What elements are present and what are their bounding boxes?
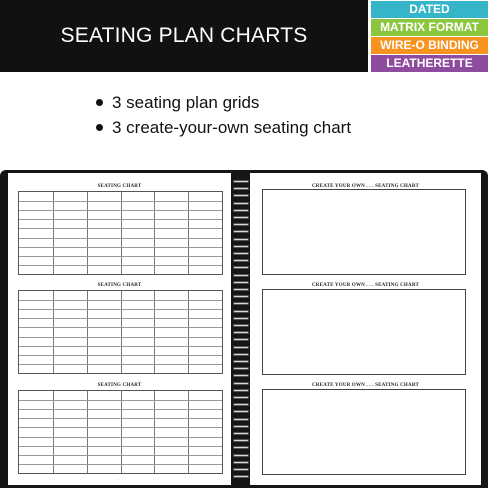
binding-ring <box>233 216 249 219</box>
grid-column-line <box>53 291 54 373</box>
seating-chart-title: SEATING CHART <box>97 184 142 189</box>
grid-row-line <box>19 210 222 211</box>
grid-column-line <box>154 192 155 274</box>
binding-ring <box>233 410 249 413</box>
grid-row-line <box>19 318 222 319</box>
seating-chart-title: SEATING CHART <box>97 383 142 388</box>
create-your-own-box <box>262 389 466 475</box>
binding-ring <box>233 302 249 305</box>
grid-column-line <box>121 192 122 274</box>
grid-row-line <box>19 437 222 438</box>
page-number-mark: · <box>364 477 366 482</box>
create-your-own-title: CREATE YOUR OWN . . . SEATING CHART <box>311 283 420 288</box>
seating-grid <box>18 290 223 374</box>
binding-ring <box>233 230 249 233</box>
grid-row-line <box>19 309 222 310</box>
seating-grid <box>18 191 223 275</box>
create-your-own-box <box>262 289 466 375</box>
badge-dated: DATED <box>371 1 488 18</box>
header-banner <box>0 0 368 72</box>
grid-row-line <box>19 219 222 220</box>
binding-ring <box>233 187 249 190</box>
binding-ring <box>233 360 249 363</box>
binding-ring <box>233 310 249 313</box>
grid-row-line <box>19 418 222 419</box>
binding-ring <box>233 180 249 183</box>
feature-text: 3 seating plan grids <box>112 93 260 112</box>
grid-row-line <box>19 464 222 465</box>
grid-row-line <box>19 265 222 266</box>
grid-row-line <box>19 201 222 202</box>
grid-column-line <box>121 391 122 473</box>
binding-ring <box>233 259 249 262</box>
binding-ring <box>233 461 249 464</box>
grid-column-line <box>87 192 88 274</box>
badge-leatherette-cover: LEATHERETTE COVER <box>371 55 488 72</box>
binding-ring <box>233 446 249 449</box>
banner-title: SEATING PLAN CHARTS <box>60 24 308 47</box>
grid-row-line <box>19 337 222 338</box>
bullet-icon <box>96 99 103 106</box>
grid-row-line <box>19 409 222 410</box>
binding-ring <box>233 331 249 334</box>
grid-row-line <box>19 364 222 365</box>
feature-item <box>96 115 351 140</box>
seating-chart-title: SEATING CHART <box>97 283 142 288</box>
binding-ring <box>233 396 249 399</box>
create-your-own-box <box>262 189 466 275</box>
bullet-icon <box>96 124 103 131</box>
grid-row-line <box>19 427 222 428</box>
grid-row-line <box>19 327 222 328</box>
binding-ring <box>233 432 249 435</box>
binding-ring <box>233 295 249 298</box>
badge-wire-o-binding: WIRE-O BINDING <box>371 37 488 54</box>
feature-list <box>96 90 351 140</box>
binding-ring <box>233 202 249 205</box>
binding-ring <box>233 389 249 392</box>
left-page <box>8 173 231 485</box>
binding-ring <box>233 324 249 327</box>
grid-column-line <box>188 391 189 473</box>
binding-ring <box>233 209 249 212</box>
binding-ring <box>233 288 249 291</box>
grid-column-line <box>154 391 155 473</box>
binding-ring <box>233 317 249 320</box>
binding-ring <box>233 475 249 478</box>
grid-column-line <box>188 192 189 274</box>
feature-text: 3 create-your-own seating chart <box>112 118 352 137</box>
grid-row-line <box>19 238 222 239</box>
binding-ring <box>233 454 249 457</box>
feature-item <box>96 90 351 115</box>
wire-o-binding-spiral <box>232 174 250 484</box>
binding-ring <box>233 439 249 442</box>
grid-row-line <box>19 247 222 248</box>
binding-ring <box>233 245 249 248</box>
grid-row-line <box>19 446 222 447</box>
grid-column-line <box>154 291 155 373</box>
binding-ring <box>233 238 249 241</box>
grid-column-line <box>87 391 88 473</box>
badge-matrix-format: MATRIX FORMAT <box>371 19 488 36</box>
binding-ring <box>233 281 249 284</box>
grid-row-line <box>19 455 222 456</box>
binding-ring <box>233 194 249 197</box>
binding-ring <box>233 418 249 421</box>
grid-row-line <box>19 228 222 229</box>
page-number-mark: · <box>118 477 120 482</box>
create-your-own-title: CREATE YOUR OWN . . . SEATING CHART <box>311 383 420 388</box>
binding-ring <box>233 425 249 428</box>
grid-column-line <box>53 192 54 274</box>
binding-ring <box>233 382 249 385</box>
grid-column-line <box>87 291 88 373</box>
grid-column-line <box>121 291 122 373</box>
grid-row-line <box>19 256 222 257</box>
binding-ring <box>233 274 249 277</box>
binding-ring <box>233 338 249 341</box>
grid-column-line <box>53 391 54 473</box>
seating-grid <box>18 390 223 474</box>
binding-ring <box>233 346 249 349</box>
binding-ring <box>233 374 249 377</box>
create-your-own-title: CREATE YOUR OWN . . . SEATING CHART <box>311 184 420 189</box>
right-page <box>250 173 481 485</box>
binding-ring <box>233 403 249 406</box>
grid-row-line <box>19 300 222 301</box>
binding-ring <box>233 252 249 255</box>
binding-ring <box>233 367 249 370</box>
binding-ring <box>233 353 249 356</box>
grid-row-line <box>19 346 222 347</box>
grid-row-line <box>19 400 222 401</box>
binding-ring <box>233 468 249 471</box>
binding-ring <box>233 223 249 226</box>
binding-ring <box>233 266 249 269</box>
grid-column-line <box>188 291 189 373</box>
grid-row-line <box>19 355 222 356</box>
